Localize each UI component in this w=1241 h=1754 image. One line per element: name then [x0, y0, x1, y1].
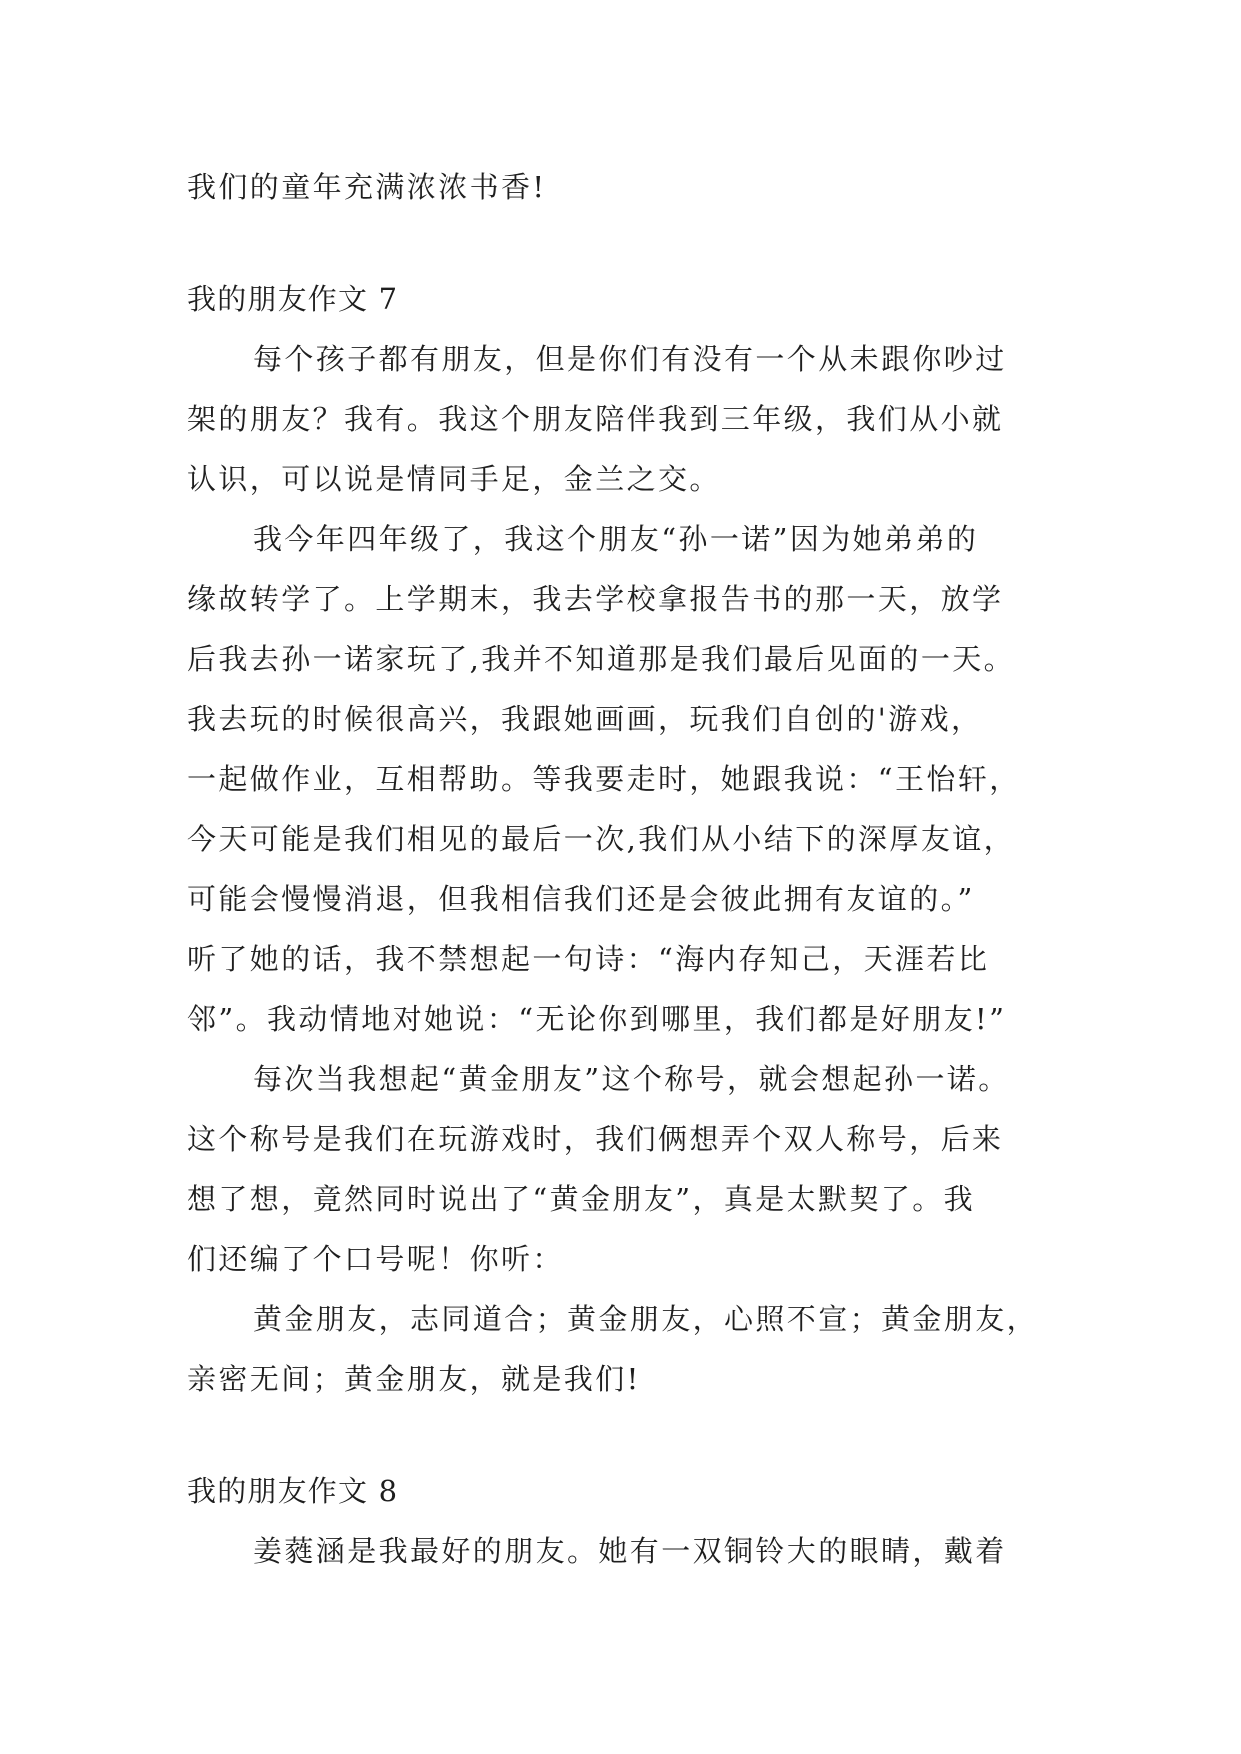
paragraph-line: 听了她的话，我不禁想起一句诗：“海内存知己，天涯若比	[187, 942, 990, 976]
paragraph-line: 每次当我想起“黄金朋友”这个称号，就会想起孙一诺。	[253, 1062, 1010, 1096]
section-heading: 我的朋友作文 7	[187, 282, 399, 316]
paragraph-line: 我今年四年级了，我这个朋友“孙一诺”因为她弟弟的	[253, 522, 979, 556]
paragraph-line: 姜蕤涵是我最好的朋友。她有一双铜铃大的眼睛，戴着	[253, 1534, 1007, 1568]
paragraph-line: 认识，可以说是情同手足，金兰之交。	[187, 462, 721, 496]
closing-line: 我们的童年充满浓浓书香!	[187, 170, 547, 204]
paragraph-line: 黄金朋友，志同道合；黄金朋友，心照不宣；黄金朋友，	[253, 1302, 1039, 1336]
section-spacer	[187, 1409, 1057, 1461]
paragraph-line: 想了想，竟然同时说出了“黄金朋友”，真是太默契了。我	[187, 1182, 976, 1216]
paragraph-line: 一起做作业，互相帮助。等我要走时，她跟我说：“王怡轩，	[187, 762, 1021, 796]
paragraph-line: 今天可能是我们相见的最后一次,我们从小结下的深厚友谊，	[187, 822, 1016, 856]
paragraph-line: 我去玩的时候很高兴，我跟她画画，玩我们自创的'游戏，	[187, 702, 983, 736]
paragraph-line: 亲密无间；黄金朋友，就是我们!	[187, 1362, 641, 1396]
paragraph-line: 每个孩子都有朋友，但是你们有没有一个从未跟你吵过	[253, 342, 1007, 376]
paragraph-line: 缘故转学了。上学期末，我去学校拿报告书的那一天，放学	[187, 582, 1004, 616]
paragraph-line: 们还编了个口号呢！你听：	[187, 1242, 564, 1276]
paragraph-line: 邻”。我动情地对她说：“无论你到哪里，我们都是好朋友!”	[187, 1002, 1007, 1036]
document-page	[187, 157, 1057, 1581]
paragraph-line: 架的朋友？我有。我这个朋友陪伴我到三年级，我们从小就	[187, 402, 1004, 436]
paragraph-line: 这个称号是我们在玩游戏时，我们俩想弄个双人称号，后来	[187, 1122, 1004, 1156]
section-heading: 我的朋友作文 8	[187, 1474, 399, 1508]
paragraph-line: 可能会慢慢消退，但我相信我们还是会彼此拥有友谊的。”	[187, 882, 975, 916]
paragraph-line: 后我去孙一诺家玩了,我并不知道那是我们最后见面的一天。	[187, 642, 1016, 676]
section-spacer	[187, 217, 1057, 269]
